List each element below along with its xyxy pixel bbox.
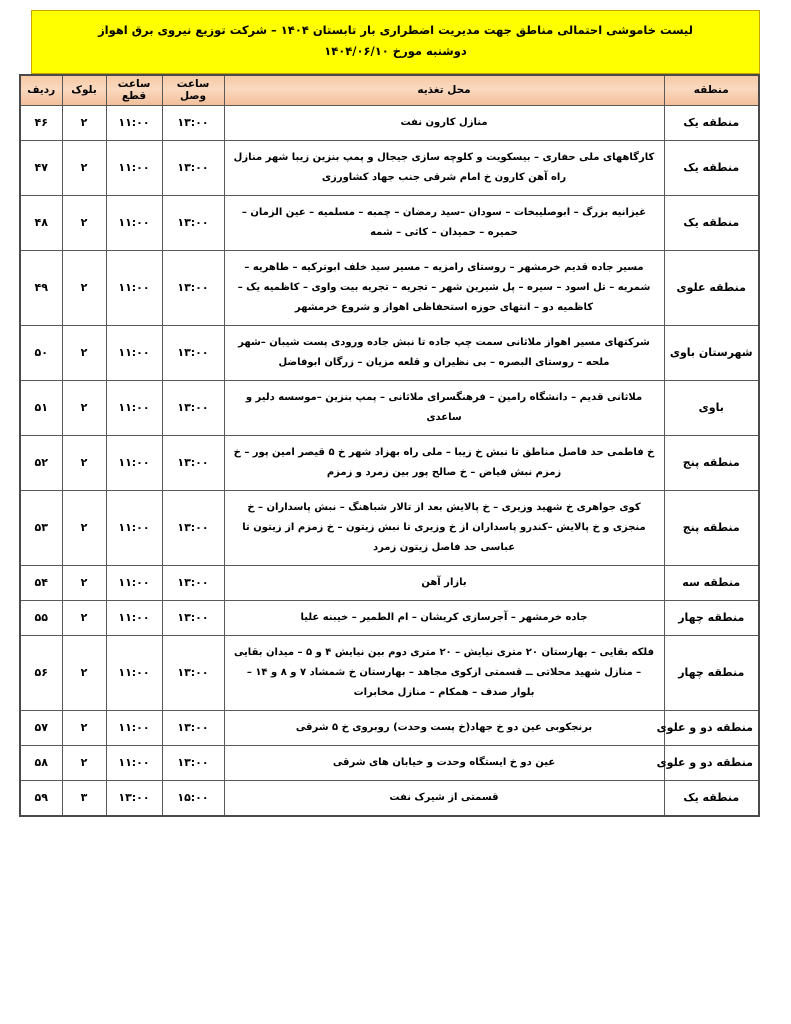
cell-cut-time: ۱۱:۰۰	[106, 196, 162, 251]
document-title-line-2: دوشنبه مورخ ۱۴۰۴/۰۶/۱۰	[324, 44, 467, 59]
cell-feed-location: شرکتهای مسیر اهواز ملاثانی سمت چپ جاده تا نبش جاده ورودی پست شیبان –شهر ملحه – روستای البصره – بی نظیران و قلعه مزیان – زرگان ابوفاضل	[224, 326, 664, 381]
cell-connect-time: ۱۳:۰۰	[162, 381, 224, 436]
cell-connect-time: ۱۳:۰۰	[162, 746, 224, 781]
cell-row-number: ۵۹	[20, 781, 62, 817]
table-row	[20, 711, 759, 746]
table-row	[20, 141, 759, 196]
cell-connect-time: ۱۳:۰۰	[162, 251, 224, 326]
table-row	[20, 566, 759, 601]
cell-row-number: ۵۲	[20, 436, 62, 491]
cell-region: منطقه علوی	[664, 251, 759, 326]
cell-block: ۲	[62, 436, 106, 491]
cell-region: منطقه چهار	[664, 636, 759, 711]
cell-connect-time: ۱۳:۰۰	[162, 601, 224, 636]
cell-row-number: ۵۸	[20, 746, 62, 781]
cell-cut-time: ۱۱:۰۰	[106, 491, 162, 566]
cell-connect-time: ۱۳:۰۰	[162, 566, 224, 601]
cell-block: ۲	[62, 711, 106, 746]
cell-region: منطقه دو و علوی	[664, 711, 759, 746]
cell-cut-time: ۱۱:۰۰	[106, 141, 162, 196]
column-header-cut-time: ساعت قطع	[106, 75, 162, 106]
cell-cut-time: ۱۱:۰۰	[106, 251, 162, 326]
cell-row-number: ۵۶	[20, 636, 62, 711]
cell-connect-time: ۱۳:۰۰	[162, 106, 224, 141]
table-row	[20, 491, 759, 566]
cell-row-number: ۵۱	[20, 381, 62, 436]
table-row	[20, 251, 759, 326]
cell-block: ۲	[62, 106, 106, 141]
cell-feed-location: مسیر جاده قدیم خرمشهر – روستای رامزیه – مسیر سید خلف ابوترکیه – طاهریه – شمریه – تل اسود – سیره – پل شیرین شهر – تجریه – تجریه بیت واوی – کاظمیه یک – کاظمیه دو – انتهای حوزه استحفاظی اهواز و شروع خرمشهر	[224, 251, 664, 326]
column-header-region: منطقه	[664, 75, 759, 106]
cell-cut-time: ۱۱:۰۰	[106, 566, 162, 601]
cell-connect-time: ۱۳:۰۰	[162, 326, 224, 381]
cell-feed-location: ملاثانی قدیم – دانشگاه رامین – فرهنگسرای ملاثانی – پمپ بنزین –موسسه دلیر و ساعدی	[224, 381, 664, 436]
table-row	[20, 601, 759, 636]
cell-block: ۲	[62, 251, 106, 326]
cell-row-number: ۴۷	[20, 141, 62, 196]
document-title-line-1: لیست خاموشی احتمالی مناطق جهت مدیریت اضطراری بار تابستان ۱۴۰۴ – شرکت توزیع نیروی برق اهواز	[98, 23, 693, 37]
table-body	[20, 106, 759, 817]
cell-region: منطقه یک	[664, 196, 759, 251]
cell-connect-time: ۱۳:۰۰	[162, 491, 224, 566]
cell-row-number: ۵۰	[20, 326, 62, 381]
cell-row-number: ۴۶	[20, 106, 62, 141]
cell-block: ۲	[62, 746, 106, 781]
cell-feed-location: جاده خرمشهر – آجرسازی کریشان – ام الطمیر – خیبنه علیا	[224, 601, 664, 636]
cell-block: ۲	[62, 381, 106, 436]
cell-cut-time: ۱۱:۰۰	[106, 746, 162, 781]
table-row	[20, 196, 759, 251]
cell-row-number: ۴۹	[20, 251, 62, 326]
column-header-connect-time: ساعت وصل	[162, 75, 224, 106]
cell-block: ۲	[62, 141, 106, 196]
table-row	[20, 436, 759, 491]
cell-region: منطقه پنج	[664, 436, 759, 491]
cell-feed-location: بازار آهن	[224, 566, 664, 601]
cell-region: منطقه چهار	[664, 601, 759, 636]
cell-row-number: ۵۵	[20, 601, 62, 636]
cell-cut-time: ۱۱:۰۰	[106, 436, 162, 491]
cell-feed-location: قسمتی از شیرک نفت	[224, 781, 664, 817]
cell-cut-time: ۱۳:۰۰	[106, 781, 162, 817]
cell-cut-time: ۱۱:۰۰	[106, 381, 162, 436]
cell-region: منطقه یک	[664, 141, 759, 196]
cell-block: ۲	[62, 491, 106, 566]
cell-connect-time: ۱۳:۰۰	[162, 711, 224, 746]
cell-connect-time: ۱۳:۰۰	[162, 636, 224, 711]
cell-block: ۲	[62, 636, 106, 711]
cell-feed-location: برنجکوبی عین دو خ جهاد(خ پست وحدت) روبروی خ ۵ شرقی	[224, 711, 664, 746]
table-row	[20, 381, 759, 436]
cell-cut-time: ۱۱:۰۰	[106, 106, 162, 141]
cell-region: منطقه پنج	[664, 491, 759, 566]
table-row	[20, 781, 759, 817]
cell-row-number: ۴۸	[20, 196, 62, 251]
cell-block: ۲	[62, 326, 106, 381]
cell-row-number: ۵۷	[20, 711, 62, 746]
cell-connect-time: ۱۵:۰۰	[162, 781, 224, 817]
cell-feed-location: کوی جواهری خ شهید وزیری – خ پالایش بعد از تالار شباهنگ – نبش پاسداران – خ منجزی و خ پالایش –کندرو پاسداران از خ وزیری تا نبش زیتون – خ زمزم از زیتون تا عباسی حد فاصل زیتون زمرد	[224, 491, 664, 566]
cell-region: منطقه یک	[664, 106, 759, 141]
table-row	[20, 106, 759, 141]
cell-feed-location: غیزانیه بزرگ – ابوصلیبخات – سودان –سید رمضان – چمبه – مسلمیه – عین الزمان – حمیره – حمیدان – کاثی – شمه	[224, 196, 664, 251]
cell-row-number: ۵۴	[20, 566, 62, 601]
table-header	[20, 75, 759, 106]
cell-connect-time: ۱۳:۰۰	[162, 141, 224, 196]
cell-region: منطقه دو و علوی	[664, 746, 759, 781]
cell-row-number: ۵۳	[20, 491, 62, 566]
table-row	[20, 746, 759, 781]
cell-region: باوی	[664, 381, 759, 436]
cell-block: ۲	[62, 566, 106, 601]
column-header-block: بلوک	[62, 75, 106, 106]
table-row	[20, 636, 759, 711]
cell-region: منطقه سه	[664, 566, 759, 601]
cell-feed-location: فلکه بقایی – بهارستان ۲۰ متری نیایش – ۲۰ متری دوم بین نیایش ۴ و ۵ – میدان بقایی – منازل شهید محلاتی ــ قسمتی ازکوی مجاهد – بهارستان خ شمشاد ۷ و ۸ و ۱۴ – بلوار صدف – همکام – منازل مخابرات	[224, 636, 664, 711]
cell-region: منطقه یک	[664, 781, 759, 817]
cell-block: ۲	[62, 601, 106, 636]
cell-connect-time: ۱۳:۰۰	[162, 436, 224, 491]
cell-cut-time: ۱۱:۰۰	[106, 601, 162, 636]
cell-feed-location: منازل کارون نفت	[224, 106, 664, 141]
table-row	[20, 326, 759, 381]
cell-connect-time: ۱۳:۰۰	[162, 196, 224, 251]
document-title-banner	[31, 10, 760, 74]
cell-cut-time: ۱۱:۰۰	[106, 326, 162, 381]
column-header-row-number: ردیف	[20, 75, 62, 106]
table-header-row	[20, 75, 759, 106]
cell-region: شهرستان باوی	[664, 326, 759, 381]
cell-block: ۳	[62, 781, 106, 817]
column-header-feed-location: محل تغذیه	[224, 75, 664, 106]
cell-cut-time: ۱۱:۰۰	[106, 636, 162, 711]
cell-feed-location: کارگاههای ملی حفاری – بیسکویت و کلوچه سازی جیجال و پمپ بنزین زیبا شهر منازل راه آهن کارون خ امام شرقی جنب جهاد کشاورزی	[224, 141, 664, 196]
cell-feed-location: عین دو خ ایستگاه وحدت و خیابان های شرقی	[224, 746, 664, 781]
cell-block: ۲	[62, 196, 106, 251]
cell-feed-location: خ فاطمی حد فاصل مناطق تا نبش خ زیبا – ملی راه بهزاد شهر خ ۵ قیصر امین پور – خ زمزم نبش فیاض – خ صالح پور بین زمرد و زمزم	[224, 436, 664, 491]
outage-schedule-table	[19, 74, 760, 818]
cell-cut-time: ۱۱:۰۰	[106, 711, 162, 746]
